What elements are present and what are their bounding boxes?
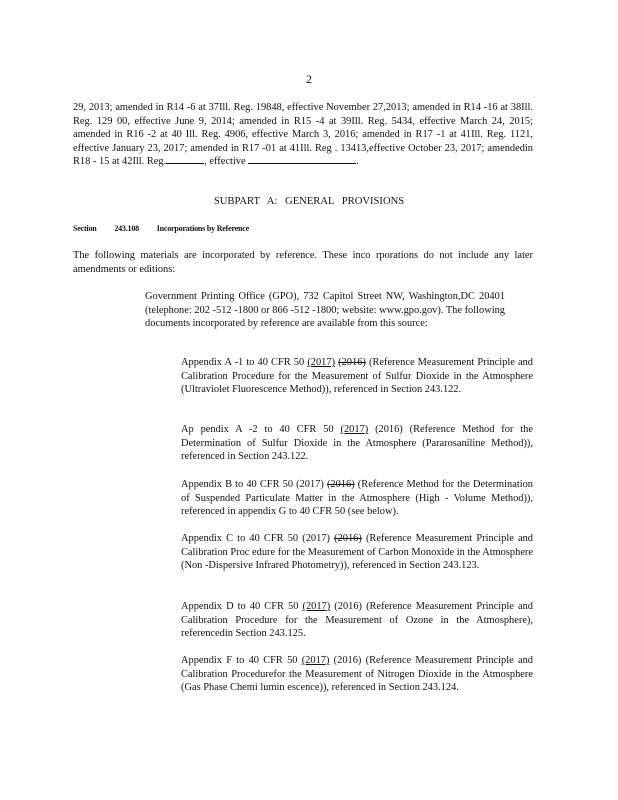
inserted-text: (2017) xyxy=(302,601,331,612)
incorporated-item xyxy=(181,654,533,695)
item-prefix: Appendix D to 40 CFR 50 xyxy=(181,601,299,612)
incorporated-item xyxy=(181,356,533,397)
incorporated-item xyxy=(181,532,533,573)
inserted-text: (2017) xyxy=(301,655,330,666)
incorporated-item xyxy=(181,600,533,641)
item-description: (Reference Method for the Determination of Suspended Particulate Matter in the Atmosphere (High - Volume Method)), referenced in appendix G to 40 CFR 50 (see below). xyxy=(181,479,533,518)
blank-line xyxy=(248,163,356,164)
section-label: Section xyxy=(73,224,97,233)
incorporated-item xyxy=(181,423,533,464)
item-year: (2016) xyxy=(334,601,362,612)
item-year: (2016) xyxy=(333,655,362,666)
incorporated-item xyxy=(181,478,533,519)
item-prefix: Appendix B to 40 CFR 50 (2017) xyxy=(181,479,324,490)
section-number: 243.108 xyxy=(114,224,139,233)
effective-label: effective xyxy=(209,156,246,168)
item-description: (Reference Method for the Determination of Sulfur Dioxide in the Atmosphere (Pararosaniline Method)), referenced in Section 243.122. xyxy=(181,424,533,463)
item-description: (Reference Measurement Principle and Calibration Procedure for the Measurement of Sulfur Dioxide in the Atmosphere (Ultraviolet Fluorescence Method)), referenced in Section 243.122. xyxy=(181,357,533,396)
page-number: 2 xyxy=(306,72,312,86)
deleted-text: (2016) xyxy=(334,533,362,544)
deleted-text: (2016) xyxy=(338,357,366,368)
item-description: (Reference Measurement Principle and Calibration Procedure for the Measurement of Ozone in the Atmosphere), referencedin Section 243.125. xyxy=(181,601,533,640)
section-heading xyxy=(73,224,265,233)
inserted-text: (2017) xyxy=(307,357,336,368)
lead-paragraph: The following materials are incorporated by reference. These inco rporations do not include any later amendments or editions: xyxy=(73,250,533,275)
amendment-history-paragraph: 29, 2013; amended in R14 -6 at 37Ill. Reg. 19848, effective November 27,2013; amended in R14 -16 at 38Ill. Reg. 129 00, effective June 9, 2014; amended in R15 -4 at 39Ill. Reg. 5434, effective March 24, 2015; amended in R16 -2 at 40 Ill. Reg. 4906, effective March 3, 2016; amended in R17 -1 at 41Ill. Reg. 1121, effective January 23, 2017; amended in R17 -01 at 41Ill. Reg . 13413,effective October 23, 2017; amendedin R18 - 15 at 42Ill. Reg. , effective . xyxy=(73,102,533,168)
inserted-text: (2017) xyxy=(340,424,369,435)
blank-line xyxy=(166,163,204,164)
subpart-heading: SUBPART A: GENERAL PROVISIONS xyxy=(213,196,405,207)
source-paragraph: Government Printing Office (GPO), 732 Capitol Street NW, Washington,DC 20401 (telephone: 202 -512 -1800 or 866 -512 -1800; website: www.gpo.gov). The following documents incorporated by reference are available from this source: xyxy=(145,291,505,330)
item-prefix: Appendix C to 40 CFR 50 (2017) xyxy=(181,533,330,544)
item-prefix: Ap pendix A -2 to 40 CFR 50 xyxy=(181,424,334,435)
deleted-text: (2016) xyxy=(326,479,355,490)
amendment-history-text: 29, 2013; amended in R14 -6 at 37Ill. Reg. 19848, effective November 27,2013; amended in R14 -16 at 38Ill. Reg. 129 00, effective June 9, 2014; amended in R15 -4 at 39Ill. Reg. 5434, effective March 24, 2015; amended in R16 -2 at 40 Ill. Reg. 4906, effective March 3, 2016; amended in R17 -1 at 41Ill. Reg. 1121, effective January 23, 2017; amended in R17 -01 at 41Ill. Reg . 13413,effective October 23, 2017; amendedin R18 - 15 at 42Ill. Reg. xyxy=(73,102,533,168)
item-description: (Reference Measurement Principle and Calibration Procedurefor the Measurement of Nitrogen Dioxide in the Atmosphere (Gas Phase Chemi lumin escence)), referenced in Section 243.124. xyxy=(181,655,533,694)
item-year: (2016) xyxy=(375,424,403,435)
item-prefix: Appendix F to 40 CFR 50 xyxy=(181,655,298,666)
section-title: Incorporations by Reference xyxy=(156,224,249,233)
item-description: (Reference Measurement Principle and Calibration Proc edure for the Measurement of Carbon Monoxide in the Atmosphere (Non -Dispersive Infrared Photometry)), referenced in Section 243.123. xyxy=(181,533,533,572)
item-prefix: Appendix A -1 to 40 CFR 50 xyxy=(181,357,305,368)
